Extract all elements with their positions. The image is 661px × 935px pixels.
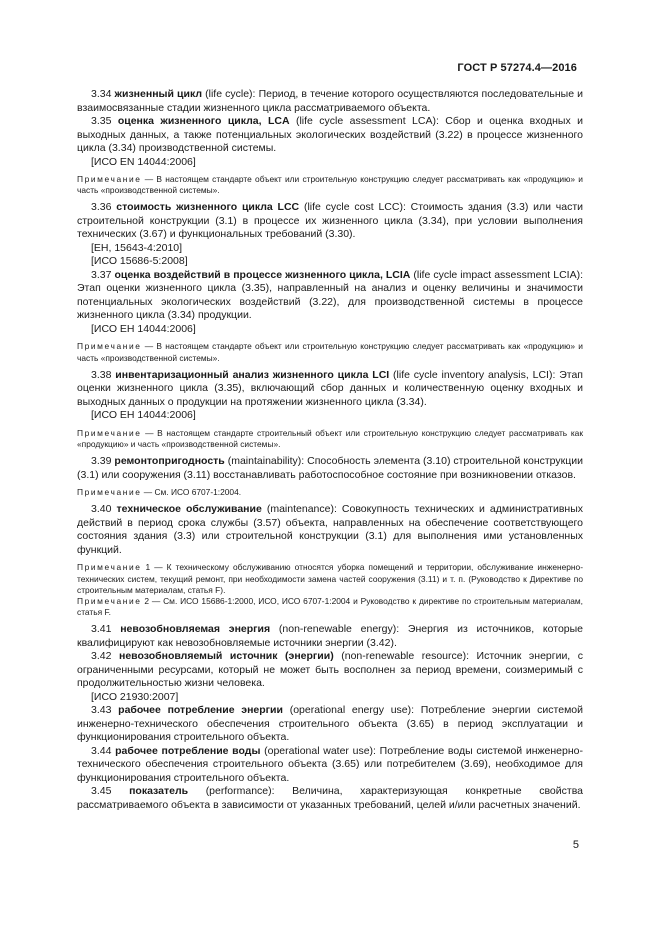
term-definition: (non-renewable energy): Энергия из источников, которые квалифицируют как невозобновляемые источники энергии (3.42). <box>77 623 584 649</box>
document-body <box>77 88 583 812</box>
term-entry <box>77 785 583 812</box>
term-entry <box>77 650 583 691</box>
term-reference: [ИСО 21930:2007] <box>91 690 179 703</box>
term-number: 3.37 <box>91 268 112 281</box>
term-entry <box>77 455 583 482</box>
term-definition: (non-renewable resource): Источник энергии, с ограниченными ресурсами, который не может быть восполнен за период времени, соизмеримый с продолжительностью жизни человека. <box>77 650 584 690</box>
term-name: техническое обслуживание <box>116 503 262 516</box>
term-definition: (maintainability): Способность элемента (3.10) строительной конструкции (3.1) или сооружения (3.11) восстанавливать работоспособное состояние при возникновении отказов. <box>77 455 583 481</box>
note-label: Примечание <box>77 487 142 498</box>
term-name: показатель <box>129 785 189 798</box>
term-reference: [ИСО EN 14044:2006] <box>91 155 196 168</box>
term-name: невозобновляемая энергия <box>120 623 271 636</box>
term-number: 3.42 <box>91 650 112 663</box>
term-note <box>77 428 583 450</box>
term-number: 3.43 <box>91 704 112 717</box>
term-definition: (maintenance): Совокупность технических и административных действий в период срока службы (3.57) объекта, направленных на обеспечение соответствующего состояния здания (3.3) или строительной конструкции (3.1) для выполнения ими установленных функций. <box>77 503 584 556</box>
term-number: 3.40 <box>91 503 112 516</box>
term-number: 3.39 <box>91 455 112 468</box>
note-label: Примечание <box>77 562 142 573</box>
term-definition: (life cycle cost LCC): Стоимость здания (3.3) или части строительной конструкции (3.1) в процессе их жизненного цикла (3.34), при условии выполнения технических (3.67) и функциональных требований (3.30). <box>77 201 584 241</box>
page-number: 5 <box>572 839 579 851</box>
term-entry <box>77 115 583 156</box>
term-name: ремонтопригодность <box>114 455 225 468</box>
term-number: 3.34 <box>91 88 112 100</box>
term-name: оценка жизненного цикла, LCA <box>117 115 290 127</box>
note-text: — В настоящем стандарте объект или строительную конструкцию следует рассматривать как «продукцию» и часть «производственной системы». <box>77 174 583 196</box>
term-entry <box>77 201 583 242</box>
term-number: 3.36 <box>91 201 112 214</box>
term-note <box>77 562 583 596</box>
term-number: 3.41 <box>91 623 112 636</box>
term-number: 3.35 <box>91 115 112 127</box>
note-text: — См. ИСО 6707-1:2004. <box>141 487 242 498</box>
note-text: 2 — См. ИСО 15686-1:2000, ИСО, ИСО 6707-1:2004 и Руководство к директиве по строительным материалам, статья F. <box>77 596 583 618</box>
term-definition: (operational energy use): Потребление энергии системой инженерно-технического обеспечения строительного объекта (3.65) в период эксплуатации и функционирования строительного объекта. <box>77 704 583 744</box>
note-text: — В настоящем стандарте объект или строительную конструкцию следует рассматривать как «продукцию» и часть «производственной системы». <box>77 341 583 363</box>
term-reference: [ИСО 15686-5:2008] <box>91 255 188 268</box>
term-name: рабочее потребление воды <box>115 744 261 757</box>
term-entry <box>77 503 583 557</box>
term-number: 3.38 <box>91 368 112 381</box>
term-entry <box>77 704 583 745</box>
term-definition: (operational water use): Потребление воды системой инженерно-технического обеспечения строительного объекта (3.65) или потребителем (3.69), необходимое для функционирования строительного объекта. <box>77 744 583 784</box>
term-entry <box>77 745 583 786</box>
note-text: 1 — К техническому обслуживанию относятся уборка помещений и территории, обслуживание инженерно-технических систем, текущий ремонт, при необходимости замена частей сооружения (3.11) и т. п. (Руководство к Директиве по строительным материалам, статья F). <box>77 562 583 595</box>
note-text: — В настоящем стандарте строительный объект или строительную конструкцию следует рассматривать как «продукцию» и часть «производственной системы». <box>77 427 583 450</box>
term-name: инвентаризационный анализ жизненного цикла LCI <box>115 368 390 381</box>
term-entry <box>77 269 583 323</box>
note-label: Примечание <box>77 427 142 438</box>
note-label: Примечание <box>77 596 142 607</box>
term-note <box>77 596 583 618</box>
term-definition: (life cycle impact assessment LCIA): Этап оценки жизненного цикла (3.35), направленный на анализ и оценку величины и значимости потенциальных экологических воздействий (3.22), для производственной системы в процессе жизненного цикла (3.34) продукции. <box>77 268 583 322</box>
term-note <box>77 341 583 363</box>
term-reference: [ИСО ЕН 14044:2006] <box>91 322 196 335</box>
term-entry <box>77 88 583 115</box>
note-label: Примечание <box>77 341 142 352</box>
term-name: жизненный цикл <box>114 88 203 100</box>
term-reference: [EH, 15643-4:2010] <box>91 241 183 254</box>
term-name: оценка воздействий в процессе жизненного цикла, LCIA <box>114 268 411 281</box>
term-definition: (life cycle inventory analysis, LCI): Этап оценки жизненного цикла (3.35), включающий сбор данных и количественную оценку входных и выходных данных о продукции на протяжении жизненного цикла (3.34). <box>77 368 583 408</box>
term-definition: (life cycle assessment LCA): Сбор и оценка входных и выходных данных, а также потенциальных экологических воздействий (3.22) в процессе жизненного цикла (3.34) производственной системы. <box>77 115 583 154</box>
term-note <box>77 487 583 498</box>
term-definition: (life cycle): Период, в течение которого осуществляются последовательные и взаимосвязанные стадии жизненного цикла рассматриваемого объекта. <box>77 88 583 114</box>
term-definition: (performance): Величина, характеризующая конкретные свойства рассматриваемого объекта в зависимости от указанных требований, целей и/или расчетных значений. <box>77 785 583 811</box>
term-note <box>77 174 583 196</box>
term-entry <box>77 369 583 410</box>
term-name: рабочее потребление энергии <box>118 704 283 717</box>
term-name: невозобновляемый источник (энергии) <box>118 650 334 663</box>
term-number: 3.45 <box>91 785 112 798</box>
term-name: стоимость жизненного цикла LCC <box>116 201 300 214</box>
term-number: 3.44 <box>91 744 112 757</box>
standard-header: ГОСТ Р 57274.4—2016 <box>457 62 577 74</box>
term-reference: [ИСО ЕН 14044:2006] <box>91 409 196 422</box>
note-label: Примечание <box>77 174 142 184</box>
term-entry <box>77 623 583 650</box>
